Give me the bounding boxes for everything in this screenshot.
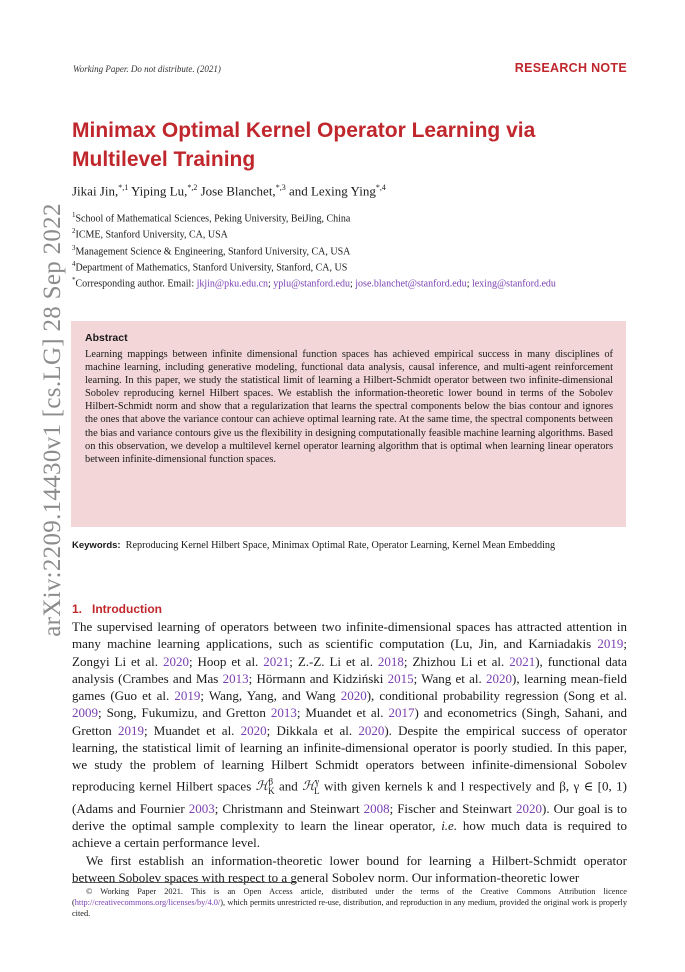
abstract-heading: Abstract [85, 332, 128, 344]
corresponding-label: Corresponding author. Email: [75, 278, 197, 290]
citation-link[interactable]: 2017 [388, 705, 415, 721]
keywords [72, 540, 555, 551]
author-sup: *,2 [187, 183, 198, 192]
affiliation-text: ICME, Stanford University, CA, USA [75, 229, 228, 241]
affiliation-text: School of Mathematical Sciences, Peking University, BeiJing, China [75, 213, 351, 225]
author-name: Jose Blanchet, [197, 183, 276, 199]
citation-link[interactable]: 2019 [117, 722, 144, 738]
footnote-divider [72, 882, 297, 883]
citation-link[interactable]: 2020 [240, 722, 267, 738]
keywords-label: Keywords: [72, 540, 121, 551]
math-hl: ℋ$^\gamma_L$ [302, 776, 320, 796]
keywords-text: Reproducing Kernel Hilbert Space, Minimax Optimal Rate, Operator Learning, Kernel Mean Embedding [125, 540, 556, 551]
affiliation-text: Department of Mathematics, Stanford University, Stanford, CA, US [75, 262, 348, 274]
author-name: Yiping Lu, [128, 183, 188, 199]
license-footnote: © Working Paper 2021. This is an Open Access article, distributed under the terms of the Creative Commons Attribution licence (http://creativecommons.org/licenses/by/4.0/), which permits unrestricted re-use, distribution, and reproduction in any medium, provided the original work is properly cited. [72, 887, 627, 918]
citation-link[interactable]: 2008 [363, 800, 390, 816]
intro-paragraph-1: The supervised learning of operators between two infinite-dimensional spaces has attracted attention in many machine learning applications, such as scientific computation (Lu, Jin, and Karniadakis 2019; Zongyi Li et al. 2020; Hoop et al. 2021; Z.-Z. Li et al. 2018; Zhizhou Li et al. 2021), functional data analysis (Crambes and Mas 2013; Hörmann and Kidziński 2015; Wang et al. 2020), learning mean-field games (Guo et al. 2019; Wang, Yang, and Wang 2020), conditional probability regression (Song et al. 2009; Song, Fukumizu, and Gretton 2013; Muandet et al. 2017) and econometrics (Singh, Sahani, and Gretton 2019; Muandet et al. 2020; Dikkala et al. 2020). Despite the empirical success of operator learning, the statistical limit of learning an infinite-dimensional operator is poorly studied. In this paper, we study the problem of learning Hilbert Schmidt operators between infinite-dimensional Sobolev reproducing kernel Hilbert spaces ℋ$^\beta_K$ and ℋ$^\gamma_L$ with given kernels k and l respectively and β, γ ∈ [0, 1) (Adams and Fournier 2003; Christmann and Steinwart 2008; Fischer and Steinwart 2020). Our goal is to derive the optimal sample complexity to learn the linear operator, i.e. how much data is required to achieve a certain performance level. [72, 619, 628, 851]
affiliation-item [72, 209, 556, 225]
citation-link[interactable]: 2013 [270, 705, 297, 721]
affiliation-item [72, 242, 556, 258]
arxiv-identifier: arXiv:2209.14430v1 [cs.LG] 28 Sep 2022 [39, 203, 66, 637]
affiliation-sup: 4 [72, 259, 76, 268]
citation-link[interactable]: 2020 [162, 653, 189, 669]
citation-link[interactable]: 2019 [174, 688, 201, 704]
citation-link[interactable]: 2020 [516, 800, 543, 816]
running-header: Working Paper. Do not distribute. (2021) [73, 64, 221, 74]
citation-link[interactable]: 2009 [72, 705, 98, 721]
corresponding-sup: * [72, 276, 76, 285]
affiliation-sup: 3 [72, 243, 76, 252]
citation-link[interactable]: 2019 [597, 636, 624, 652]
email-link[interactable]: yplu@stanford.edu [273, 278, 350, 290]
author-sup: *,1 [118, 183, 129, 192]
section-number: 1. [72, 602, 83, 616]
email-link[interactable]: jose.blanchet@stanford.edu [355, 278, 467, 290]
email-link[interactable]: jkjin@pku.edu.cn [196, 278, 269, 290]
affiliation-sup: 1 [72, 211, 76, 219]
corresponding-author: *Corresponding author. Email: jkjin@pku.edu.cn; yplu@stanford.edu; jose.blanchet@stanford.edu; lexing@stanford.edu [72, 276, 556, 290]
affiliation-item [72, 225, 556, 241]
title-line-1: Minimax Optimal Kernel Operator Learning via [72, 119, 536, 142]
author-list [72, 183, 386, 199]
citation-link[interactable]: 2003 [188, 800, 215, 816]
author-name: and Lexing Ying [285, 183, 376, 199]
citation-link[interactable]: 2020 [358, 722, 385, 738]
arxiv-sidebar [38, 165, 68, 675]
affiliation-text: Management Science & Engineering, Stanford University, CA, USA [75, 245, 351, 257]
citation-link[interactable]: 2018 [377, 653, 404, 669]
affiliations [72, 209, 556, 291]
affiliation-sup: 2 [72, 227, 76, 236]
citation-link[interactable]: 2015 [387, 670, 414, 686]
author-name: Jikai Jin, [72, 183, 119, 199]
article-type-label: RESEARCH NOTE [514, 61, 627, 75]
abstract-text: Learning mappings between infinite dimensional function spaces has achieved empirical success in many disciplines of machine learning, including generative modeling, functional data analysis, causal inference, and multi-agent reinforcement learning. In this paper, we study the statistical limit of learning a Hilbert-Schmidt operator between two infinite-dimensional Sobolev reproducing kernel Hilbert spaces. We establish the information-theoretic lower bound in terms of the Sobolev Hilbert-Schmidt norm and show that a regularization that learns the spectral components below the bias contour and ignores the ones that above the variance contour can achieve optimal learning rate. At the same time, the spectral components between the bias and variance contours give us the flexibility in designing computationally feasible machine learning algorithms. Based on this observation, we develop a multilevel kernel operator learning algorithm that is optimal when learning linear operators between infinite-dimensional function spaces. [85, 349, 613, 465]
citation-link[interactable]: 2021 [263, 653, 290, 669]
citation-link[interactable]: 2020 [486, 670, 512, 686]
paper-title [72, 116, 632, 174]
math-hk: ℋ$^\beta_K$ [255, 776, 275, 796]
author-sup: *,4 [375, 183, 386, 192]
title-line-2: Multilevel Training [72, 148, 256, 171]
section-title: Introduction [92, 602, 162, 616]
section-heading [72, 602, 172, 616]
license-link[interactable]: http://creativecommons.org/licenses/by/4.0/ [74, 898, 221, 907]
citation-link[interactable]: 2013 [222, 670, 249, 686]
intro-paragraph-2: We first establish an information-theoretic lower bound for learning a Hilbert-Schmidt operator between Sobolev spaces with respect to a general Sobolev norm. Our information-theoretic lower [72, 852, 627, 886]
citation-link[interactable]: 2021 [509, 653, 536, 669]
email-link[interactable]: lexing@stanford.edu [471, 278, 556, 290]
citation-link[interactable]: 2020 [340, 688, 367, 704]
abstract-box [71, 321, 626, 527]
intro-body [72, 618, 627, 886]
author-sup: *,3 [275, 183, 286, 192]
affiliation-item [72, 258, 556, 274]
